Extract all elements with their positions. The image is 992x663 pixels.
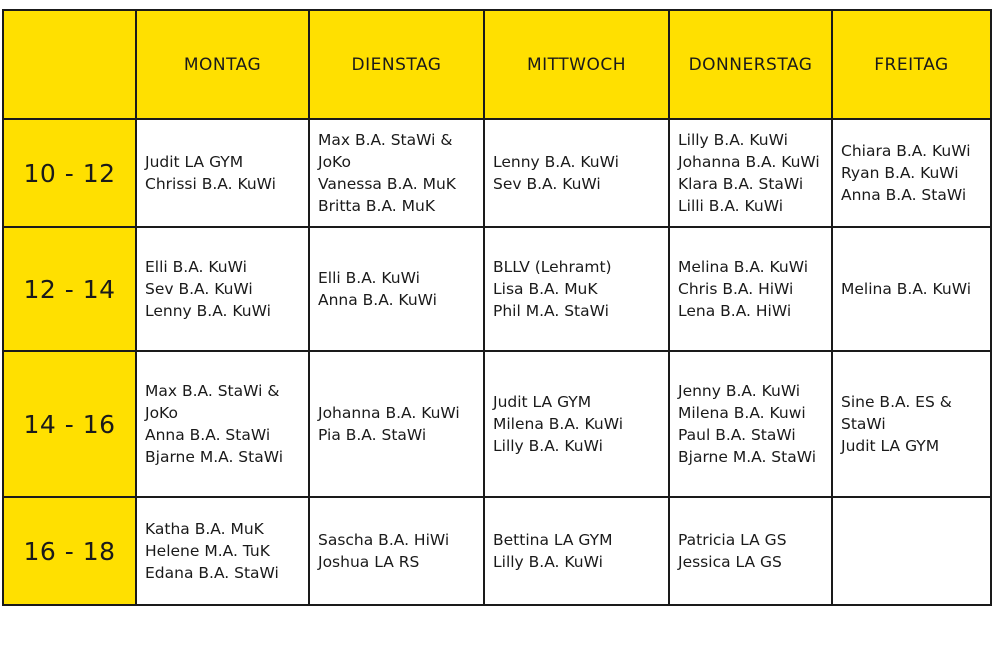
slot-entry: StaWi [841,415,886,433]
slot-entry: Vanessa B.A. MuK [318,175,456,193]
slot-entry: Bettina LA GYM [493,531,613,549]
slot-cell-friday [832,351,991,497]
time-slot-label: 16 - 18 [3,497,136,605]
slot-entry: Judit LA GYM [841,437,940,455]
slot-entry: Pia B.A. StaWi [318,426,427,444]
slot-entry: Elli B.A. KuWi [145,258,247,276]
slot-cell-wednesday [484,119,669,227]
slot-entry: Max B.A. StaWi & [318,131,453,149]
slot-cell-friday [832,119,991,227]
slot-entry: Melina B.A. KuWi [841,280,972,298]
slot-entry: Sev B.A. KuWi [493,175,601,193]
day-header-monday: MONTAG [136,10,309,119]
slot-entry: Lilly B.A. KuWi [493,437,603,455]
slot-entry: Sine B.A. ES & [841,393,952,411]
slot-entry: Melina B.A. KuWi [678,258,809,276]
slot-cell-tuesday [309,119,484,227]
slot-entry: Johanna B.A. KuWi [678,153,820,171]
slot-cell-friday [832,497,991,605]
schedule-table [2,9,992,606]
slot-entry: Joshua LA RS [318,553,420,571]
header-row [3,10,991,119]
slot-entry: Chris B.A. HiWi [678,280,794,298]
slot-cell-tuesday [309,227,484,351]
time-slot-label: 10 - 12 [3,119,136,227]
slot-entry: Bjarne M.A. StaWi [678,448,817,466]
slot-entry: BLLV (Lehramt) [493,258,612,276]
slot-entry: Lena B.A. HiWi [678,302,792,320]
corner-cell [3,10,136,119]
slot-cell-monday [136,227,309,351]
slot-entry: Milena B.A. Kuwi [678,404,806,422]
slot-entry: Sascha B.A. HiWi [318,531,450,549]
slot-entry: Chiara B.A. KuWi [841,142,971,160]
slot-entry: Johanna B.A. KuWi [318,404,460,422]
slot-cell-wednesday [484,351,669,497]
time-slot-label: 12 - 14 [3,227,136,351]
day-header-thursday: DONNERSTAG [669,10,832,119]
slot-entry: Anna B.A. KuWi [318,291,437,309]
slot-entry: Judit LA GYM [145,153,244,171]
slot-entry: Klara B.A. StaWi [678,175,804,193]
slot-entry: Max B.A. StaWi & [145,382,280,400]
slot-entry: Jessica LA GS [678,553,782,571]
slot-entry: Patricia LA GS [678,531,787,549]
slot-cell-wednesday [484,497,669,605]
slot-entry: JoKo [318,153,351,171]
slot-cell-monday [136,497,309,605]
slot-entry: Lilly B.A. KuWi [493,553,603,571]
slot-entry: Chrissi B.A. KuWi [145,175,276,193]
slot-entry: Anna B.A. StaWi [841,186,967,204]
slot-cell-thursday [669,351,832,497]
slot-entry: Lenny B.A. KuWi [145,302,271,320]
slot-cell-thursday [669,227,832,351]
timeslot-row [3,227,991,351]
day-header-wednesday: MITTWOCH [484,10,669,119]
slot-cell-tuesday [309,497,484,605]
slot-entry: Lisa B.A. MuK [493,280,598,298]
slot-cell-thursday [669,119,832,227]
slot-entry: JoKo [145,404,178,422]
slot-entry: Lenny B.A. KuWi [493,153,619,171]
slot-entry: Elli B.A. KuWi [318,269,420,287]
slot-entry: Edana B.A. StaWi [145,564,279,582]
slot-cell-monday [136,119,309,227]
slot-entry: Lilly B.A. KuWi [678,131,788,149]
slot-entry: Ryan B.A. KuWi [841,164,959,182]
slot-entry: Lilli B.A. KuWi [678,197,784,215]
slot-entry: Jenny B.A. KuWi [678,382,801,400]
slot-entry: Britta B.A. MuK [318,197,435,215]
timeslot-row [3,497,991,605]
slot-entry: Paul B.A. StaWi [678,426,796,444]
timeslot-row [3,119,991,227]
slot-entry: Judit LA GYM [493,393,592,411]
timeslot-row [3,351,991,497]
slot-entry: Phil M.A. StaWi [493,302,609,320]
slot-cell-wednesday [484,227,669,351]
slot-cell-friday [832,227,991,351]
slot-cell-monday [136,351,309,497]
day-header-friday: FREITAG [832,10,991,119]
slot-cell-thursday [669,497,832,605]
slot-entry: Katha B.A. MuK [145,520,264,538]
day-header-tuesday: DIENSTAG [309,10,484,119]
slot-entry: Sev B.A. KuWi [145,280,253,298]
slot-entry: Anna B.A. StaWi [145,426,271,444]
slot-entry: Bjarne M.A. StaWi [145,448,284,466]
slot-cell-tuesday [309,351,484,497]
slot-entry: Helene M.A. TuK [145,542,270,560]
slot-entry: Milena B.A. KuWi [493,415,624,433]
time-slot-label: 14 - 16 [3,351,136,497]
